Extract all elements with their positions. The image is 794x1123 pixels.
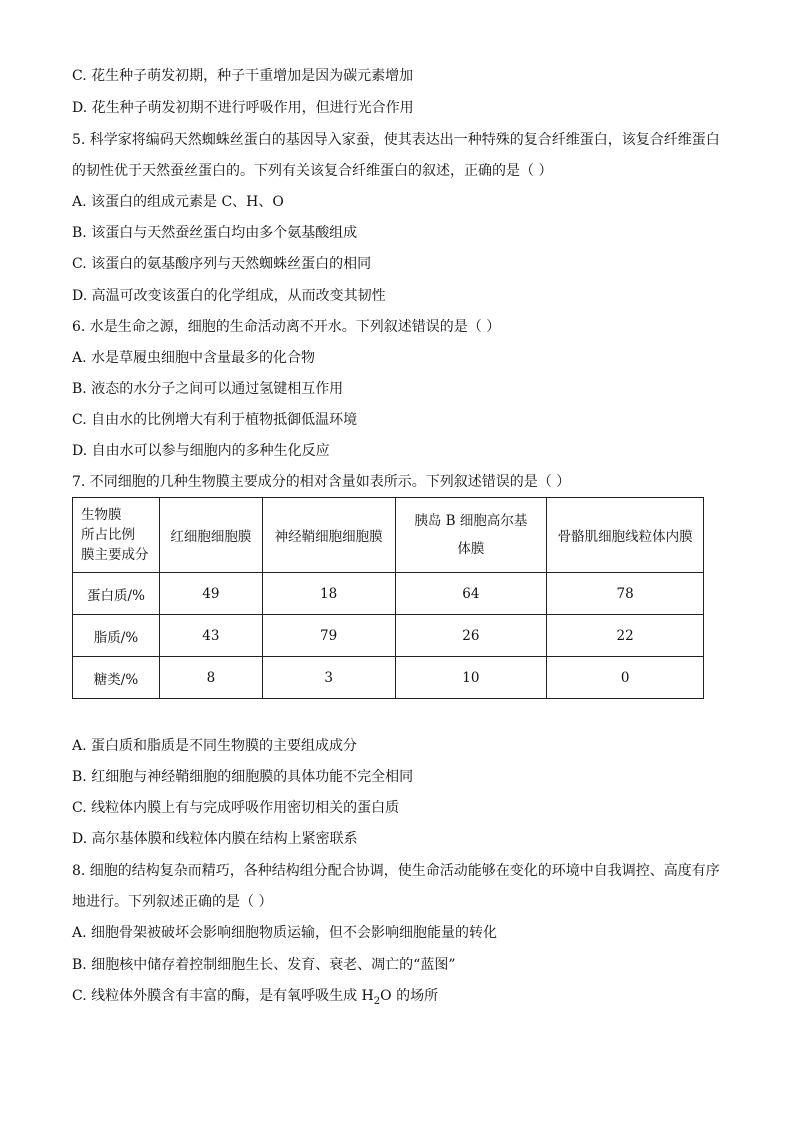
membrane-composition-table: [72, 497, 704, 699]
table-row: [73, 615, 704, 657]
corner-label: 生物膜: [81, 507, 122, 523]
column-header: 骨骼肌细胞线粒体内膜: [547, 498, 704, 573]
table-cell: 3: [262, 657, 395, 699]
q8-option-a: A. 细胞骨架被破坏会影响细胞物质运输，但不会影响细胞能量的转化: [72, 925, 498, 941]
table-cell: 10: [395, 657, 547, 699]
table-cell: 0: [547, 657, 704, 699]
column-header: 神经鞘细胞细胞膜: [262, 498, 395, 573]
q6-option-c: C. 自由水的比例增大有利于植物抵御低温环境: [72, 412, 358, 428]
row-label: 蛋白质/%: [73, 573, 160, 615]
q7-option-c: C. 线粒体内膜上有与完成呼吸作用密切相关的蛋白质: [72, 800, 400, 816]
table-cell: 26: [395, 615, 547, 657]
q6-option-b: B. 液态的水分子之间可以通过氢键相互作用: [72, 381, 344, 397]
q4-option-d: D. 花生种子萌发初期不进行呼吸作用，但进行光合作用: [72, 100, 414, 116]
q8-option-c: [72, 986, 732, 1012]
q7-option-a: A. 蛋白质和脂质是不同生物膜的主要组成成分: [72, 738, 358, 754]
table-cell: 49: [159, 573, 262, 615]
q8-option-c-text-end: O 的场所: [380, 988, 439, 1004]
table-row: [73, 657, 704, 699]
q4-option-c: C. 花生种子萌发初期，种子干重增加是因为碳元素增加: [72, 68, 414, 84]
q5-option-c: C. 该蛋白的氨基酸序列与天然蜘蛛丝蛋白的相同: [72, 256, 372, 272]
q7-option-d: D. 高尔基体膜和线粒体内膜在结构上紧密联系: [72, 831, 358, 847]
subscript-2: 2: [373, 995, 381, 1007]
q6-option-d: D. 自由水可以参与细胞内的多种生化反应: [72, 443, 330, 459]
table-cell: 43: [159, 615, 262, 657]
table-cell: 64: [395, 573, 547, 615]
q5-stem-line2: 的韧性优于天然蚕丝蛋白的。下列有关该复合纤维蛋白的叙述，正确的是（ ）: [72, 163, 553, 179]
q5-stem-line1: 5. 科学家将编码天然蜘蛛丝蛋白的基因导入家蚕，使其表达出一种特殊的复合纤维蛋白，该复合纤维蛋白: [72, 132, 720, 148]
table-header-row: [73, 498, 704, 573]
q5-option-d: D. 高温可改变该蛋白的化学组成，从而改变其韧性: [72, 288, 386, 304]
row-label: 糖类/%: [73, 657, 160, 699]
q8-option-b: B. 细胞核中储存着控制细胞生长、发育、衰老、凋亡的“蓝图”: [72, 957, 456, 973]
q8-stem-line2: 地进行。下列叙述正确的是（ ）: [72, 894, 273, 910]
table-cell: 8: [159, 657, 262, 699]
q6-stem: 6. 水是生命之源，细胞的生命活动离不开水。下列叙述错误的是（ ）: [72, 319, 501, 335]
table-cell: 79: [262, 615, 395, 657]
q5-option-a: A. 该蛋白的组成元素是 C、H、O: [72, 194, 284, 210]
table-cell: 22: [547, 615, 704, 657]
q8-stem-line1: 8. 细胞的结构复杂而精巧，各种结构组分配合协调，使生命活动能够在变化的环境中自我调控、高度有序: [72, 863, 720, 879]
table-corner-cell: [73, 498, 160, 573]
q7-option-b: B. 红细胞与神经鞘细胞的细胞膜的具体功能不完全相同: [72, 769, 414, 785]
column-header: 胰岛 B 细胞高尔基体膜: [395, 498, 547, 573]
row-label: 脂质/%: [73, 615, 160, 657]
q7-stem: 7. 不同细胞的几种生物膜主要成分的相对含量如表所示。下列叙述错误的是（ ）: [72, 474, 571, 490]
q5-option-b: B. 该蛋白与天然蚕丝蛋白均由多个氨基酸组成: [72, 225, 358, 241]
corner-label: 膜主要成分: [81, 547, 149, 563]
column-header: 红细胞细胞膜: [159, 498, 262, 573]
corner-label: 所占比例: [81, 527, 135, 543]
table-cell: 78: [547, 573, 704, 615]
q8-option-c-text: C. 线粒体外膜含有丰富的酶，是有氧呼吸生成 H: [72, 988, 374, 1004]
table-cell: 18: [262, 573, 395, 615]
q6-option-a: A. 水是草履虫细胞中含量最多的化合物: [72, 350, 316, 366]
table-row: [73, 573, 704, 615]
